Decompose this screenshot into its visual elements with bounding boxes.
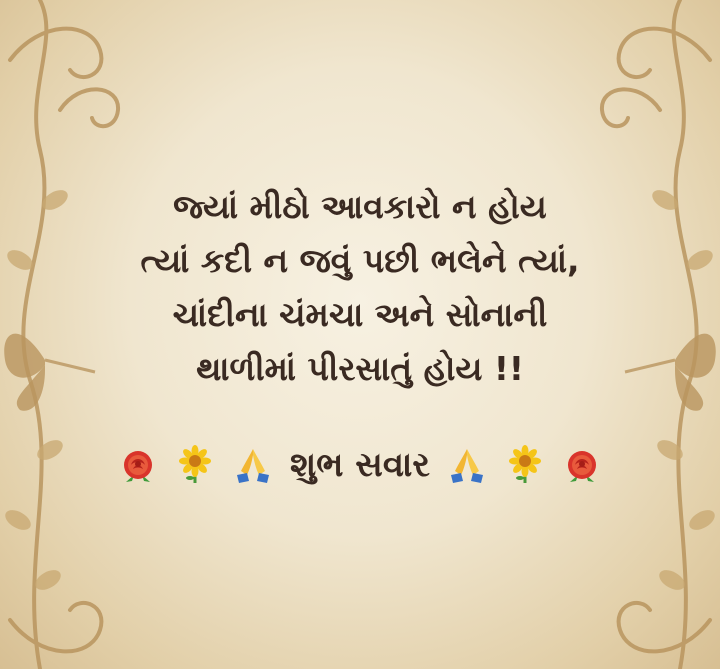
folded-hands-icon — [447, 445, 487, 485]
quote-line: થાળીમાં પીરસાતું હોય !! — [196, 349, 524, 388]
folded-hands-icon — [233, 445, 273, 485]
greeting-text: શુભ સવાર — [290, 444, 430, 485]
quote-line: ચાંદીના ચંમચા અને સોનાની — [172, 295, 548, 334]
greeting-row — [60, 436, 660, 492]
quote-text — [60, 180, 660, 396]
sunflower-icon — [505, 445, 545, 485]
rose-icon — [118, 445, 158, 485]
sunflower-icon — [175, 445, 215, 485]
rose-icon — [562, 445, 602, 485]
quote-line: ત્યાં કદી ન જવું પછી ભલેને ત્યાં, — [140, 241, 580, 280]
quote-line: જ્યાં મીઠો આવકારો ન હોય — [173, 187, 547, 226]
